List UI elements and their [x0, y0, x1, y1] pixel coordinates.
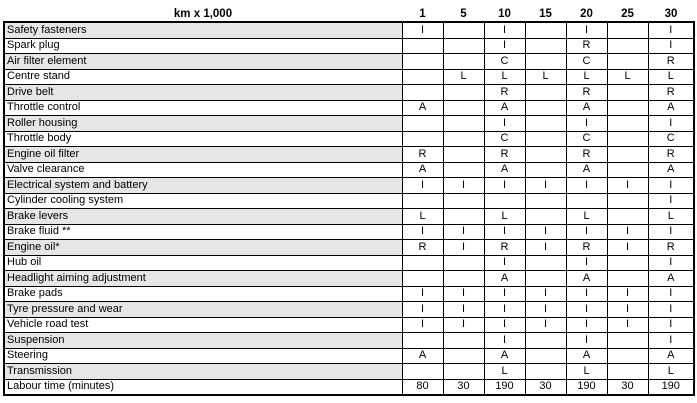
interval-cell — [607, 85, 648, 101]
interval-cell: L — [484, 209, 525, 225]
row-label: Labour time (minutes) — [4, 379, 402, 395]
row-label: Roller housing — [4, 116, 402, 132]
interval-cell: L — [484, 364, 525, 380]
header-interval: 20 — [580, 8, 593, 20]
interval-cell: I — [484, 286, 525, 302]
row-label: Air filter element — [4, 54, 402, 70]
interval-cell: I — [443, 224, 484, 240]
table-row — [4, 116, 694, 132]
interval-cell — [525, 348, 566, 364]
row-label: Spark plug — [4, 38, 402, 54]
interval-cell — [402, 271, 443, 287]
row-label: Valve clearance — [4, 162, 402, 178]
interval-cell: I — [607, 240, 648, 256]
interval-cell: I — [648, 302, 694, 318]
row-label: Engine oil* — [4, 240, 402, 256]
interval-cell — [525, 54, 566, 70]
interval-cell: 190 — [648, 379, 694, 395]
maintenance-schedule-table — [3, 7, 695, 396]
interval-cell: I — [607, 302, 648, 318]
interval-cell: I — [484, 224, 525, 240]
interval-cell: L — [484, 69, 525, 85]
interval-cell: I — [443, 240, 484, 256]
interval-cell — [443, 162, 484, 178]
interval-cell: I — [484, 116, 525, 132]
interval-cell: A — [402, 100, 443, 116]
interval-cell: I — [402, 286, 443, 302]
interval-cell: A — [566, 100, 607, 116]
interval-cell: L — [443, 69, 484, 85]
interval-cell: I — [648, 317, 694, 333]
interval-cell: I — [525, 286, 566, 302]
interval-cell — [607, 364, 648, 380]
interval-cell: I — [525, 317, 566, 333]
interval-cell: I — [484, 38, 525, 54]
header-interval: 1 — [419, 8, 426, 20]
interval-cell — [607, 116, 648, 132]
interval-cell: L — [566, 209, 607, 225]
interval-cell: I — [443, 286, 484, 302]
row-label: Vehicle road test — [4, 317, 402, 333]
table-row — [4, 178, 694, 194]
interval-cell — [443, 348, 484, 364]
interval-cell: I — [648, 116, 694, 132]
interval-cell: L — [525, 69, 566, 85]
interval-cell: C — [484, 54, 525, 70]
interval-cell — [607, 22, 648, 38]
interval-cell: I — [402, 317, 443, 333]
interval-cell: I — [402, 22, 443, 38]
interval-cell: I — [566, 317, 607, 333]
table-row — [4, 224, 694, 240]
interval-cell — [402, 116, 443, 132]
interval-cell: A — [484, 162, 525, 178]
interval-cell: I — [566, 224, 607, 240]
row-label: Cylinder cooling system — [4, 193, 402, 209]
table-row — [4, 379, 694, 395]
interval-cell: C — [484, 131, 525, 147]
interval-cell: C — [566, 54, 607, 70]
interval-cell: I — [402, 224, 443, 240]
interval-cell: I — [648, 224, 694, 240]
row-label: Suspension — [4, 333, 402, 349]
interval-cell: I — [566, 116, 607, 132]
row-label: Drive belt — [4, 85, 402, 101]
row-label: Electrical system and battery — [4, 178, 402, 194]
interval-cell — [402, 38, 443, 54]
interval-cell: I — [648, 286, 694, 302]
interval-cell: I — [566, 178, 607, 194]
interval-cell: I — [648, 178, 694, 194]
interval-cell: C — [648, 131, 694, 147]
header-row — [4, 7, 694, 22]
interval-cell — [525, 22, 566, 38]
interval-cell — [607, 333, 648, 349]
table-row — [4, 193, 694, 209]
row-label: Tyre pressure and wear — [4, 302, 402, 318]
interval-cell: I — [566, 286, 607, 302]
interval-cell: I — [484, 255, 525, 271]
interval-cell — [525, 193, 566, 209]
interval-cell: I — [648, 38, 694, 54]
table-row — [4, 209, 694, 225]
interval-cell: I — [484, 22, 525, 38]
interval-cell — [525, 364, 566, 380]
interval-cell — [525, 147, 566, 163]
interval-cell: R — [566, 240, 607, 256]
interval-cell — [607, 348, 648, 364]
interval-cell — [402, 255, 443, 271]
table-row — [4, 131, 694, 147]
interval-cell — [443, 131, 484, 147]
interval-cell: A — [566, 348, 607, 364]
interval-cell: R — [566, 38, 607, 54]
interval-cell — [443, 255, 484, 271]
interval-cell — [484, 193, 525, 209]
interval-cell — [443, 193, 484, 209]
interval-cell: A — [648, 271, 694, 287]
interval-cell — [607, 271, 648, 287]
interval-cell: R — [648, 85, 694, 101]
interval-cell: I — [607, 286, 648, 302]
interval-cell — [402, 131, 443, 147]
row-label: Headlight aiming adjustment — [4, 271, 402, 287]
interval-cell — [443, 364, 484, 380]
row-label: Brake fluid ** — [4, 224, 402, 240]
interval-cell: I — [607, 317, 648, 333]
row-label: Engine oil filter — [4, 147, 402, 163]
interval-cell: I — [402, 302, 443, 318]
interval-cell — [443, 209, 484, 225]
interval-cell — [443, 333, 484, 349]
interval-cell — [402, 193, 443, 209]
interval-cell: I — [402, 178, 443, 194]
row-label: Steering — [4, 348, 402, 364]
interval-cell: R — [402, 240, 443, 256]
interval-cell — [525, 255, 566, 271]
interval-cell: R — [484, 85, 525, 101]
interval-cell: I — [648, 22, 694, 38]
interval-cell: R — [402, 147, 443, 163]
interval-cell: L — [648, 69, 694, 85]
row-label: Throttle control — [4, 100, 402, 116]
interval-cell — [402, 54, 443, 70]
interval-cell: 30 — [525, 379, 566, 395]
interval-cell: 190 — [566, 379, 607, 395]
row-label: Transmission — [4, 364, 402, 380]
interval-cell: A — [648, 162, 694, 178]
interval-cell — [525, 100, 566, 116]
interval-cell — [525, 116, 566, 132]
interval-cell: I — [525, 240, 566, 256]
interval-cell — [525, 333, 566, 349]
interval-cell: 30 — [443, 379, 484, 395]
table-row — [4, 255, 694, 271]
interval-cell: I — [525, 302, 566, 318]
interval-cell: L — [566, 69, 607, 85]
row-label: Brake levers — [4, 209, 402, 225]
table-row — [4, 85, 694, 101]
interval-cell: I — [484, 317, 525, 333]
header-interval: 5 — [460, 8, 467, 20]
interval-cell: L — [566, 364, 607, 380]
interval-cell: R — [648, 147, 694, 163]
header-interval: 10 — [498, 8, 511, 20]
header-km-label: km x 1,000 — [173, 8, 233, 20]
interval-cell — [443, 100, 484, 116]
interval-cell: I — [484, 178, 525, 194]
interval-cell: I — [443, 302, 484, 318]
interval-cell: I — [525, 224, 566, 240]
interval-cell: 190 — [484, 379, 525, 395]
header-interval: 30 — [664, 8, 678, 20]
interval-cell: I — [648, 193, 694, 209]
interval-cell — [443, 116, 484, 132]
interval-cell: L — [648, 209, 694, 225]
interval-cell — [443, 22, 484, 38]
interval-cell: A — [566, 162, 607, 178]
interval-cell — [607, 162, 648, 178]
table-row — [4, 38, 694, 54]
interval-cell: A — [566, 271, 607, 287]
interval-cell — [443, 147, 484, 163]
interval-cell: I — [566, 302, 607, 318]
interval-cell: R — [566, 147, 607, 163]
interval-cell: L — [402, 209, 443, 225]
interval-cell: I — [648, 333, 694, 349]
interval-cell — [402, 333, 443, 349]
interval-cell — [525, 85, 566, 101]
interval-cell — [607, 147, 648, 163]
interval-cell: R — [484, 240, 525, 256]
table-row — [4, 69, 694, 85]
table-row — [4, 22, 694, 38]
table-row — [4, 348, 694, 364]
interval-cell: A — [402, 162, 443, 178]
interval-cell: I — [443, 178, 484, 194]
interval-cell: L — [648, 364, 694, 380]
table-row — [4, 240, 694, 256]
interval-cell — [443, 271, 484, 287]
interval-cell: 80 — [402, 379, 443, 395]
row-label: Hub oil — [4, 255, 402, 271]
interval-cell: A — [484, 271, 525, 287]
interval-cell: R — [648, 54, 694, 70]
interval-cell — [443, 54, 484, 70]
row-label: Brake pads — [4, 286, 402, 302]
table-row — [4, 100, 694, 116]
interval-cell — [402, 364, 443, 380]
interval-cell: A — [484, 348, 525, 364]
interval-cell: I — [525, 178, 566, 194]
interval-cell — [607, 100, 648, 116]
interval-cell: R — [566, 85, 607, 101]
interval-cell — [607, 131, 648, 147]
table-header — [4, 7, 694, 22]
interval-cell — [607, 38, 648, 54]
interval-cell — [525, 209, 566, 225]
interval-cell — [525, 131, 566, 147]
interval-cell: I — [443, 317, 484, 333]
interval-cell — [607, 54, 648, 70]
table-row — [4, 286, 694, 302]
interval-cell: I — [566, 333, 607, 349]
interval-cell — [525, 162, 566, 178]
table-row — [4, 147, 694, 163]
interval-cell: I — [607, 178, 648, 194]
interval-cell: A — [648, 100, 694, 116]
table-row — [4, 271, 694, 287]
table-row — [4, 333, 694, 349]
interval-cell: R — [648, 240, 694, 256]
interval-cell: I — [484, 302, 525, 318]
row-label: Throttle body — [4, 131, 402, 147]
interval-cell — [525, 38, 566, 54]
interval-cell — [443, 38, 484, 54]
interval-cell: I — [607, 224, 648, 240]
interval-cell — [607, 255, 648, 271]
table-row — [4, 302, 694, 318]
interval-cell: I — [566, 255, 607, 271]
row-label: Safety fasteners — [4, 22, 402, 38]
header-interval: 25 — [621, 8, 634, 20]
interval-cell: 30 — [607, 379, 648, 395]
interval-cell: I — [648, 255, 694, 271]
interval-cell — [607, 193, 648, 209]
interval-cell — [402, 69, 443, 85]
interval-cell — [443, 85, 484, 101]
header-interval: 15 — [539, 8, 552, 20]
interval-cell: A — [484, 100, 525, 116]
interval-cell: R — [484, 147, 525, 163]
interval-cell — [402, 85, 443, 101]
table-row — [4, 162, 694, 178]
interval-cell — [525, 271, 566, 287]
interval-cell: I — [566, 22, 607, 38]
interval-cell: A — [402, 348, 443, 364]
interval-cell: C — [566, 131, 607, 147]
table-row — [4, 54, 694, 70]
table-body — [4, 22, 694, 395]
table-row — [4, 317, 694, 333]
table-row — [4, 364, 694, 380]
row-label: Centre stand — [4, 69, 402, 85]
interval-cell: A — [648, 348, 694, 364]
interval-cell — [607, 209, 648, 225]
interval-cell — [566, 193, 607, 209]
interval-cell: I — [484, 333, 525, 349]
interval-cell: L — [607, 69, 648, 85]
